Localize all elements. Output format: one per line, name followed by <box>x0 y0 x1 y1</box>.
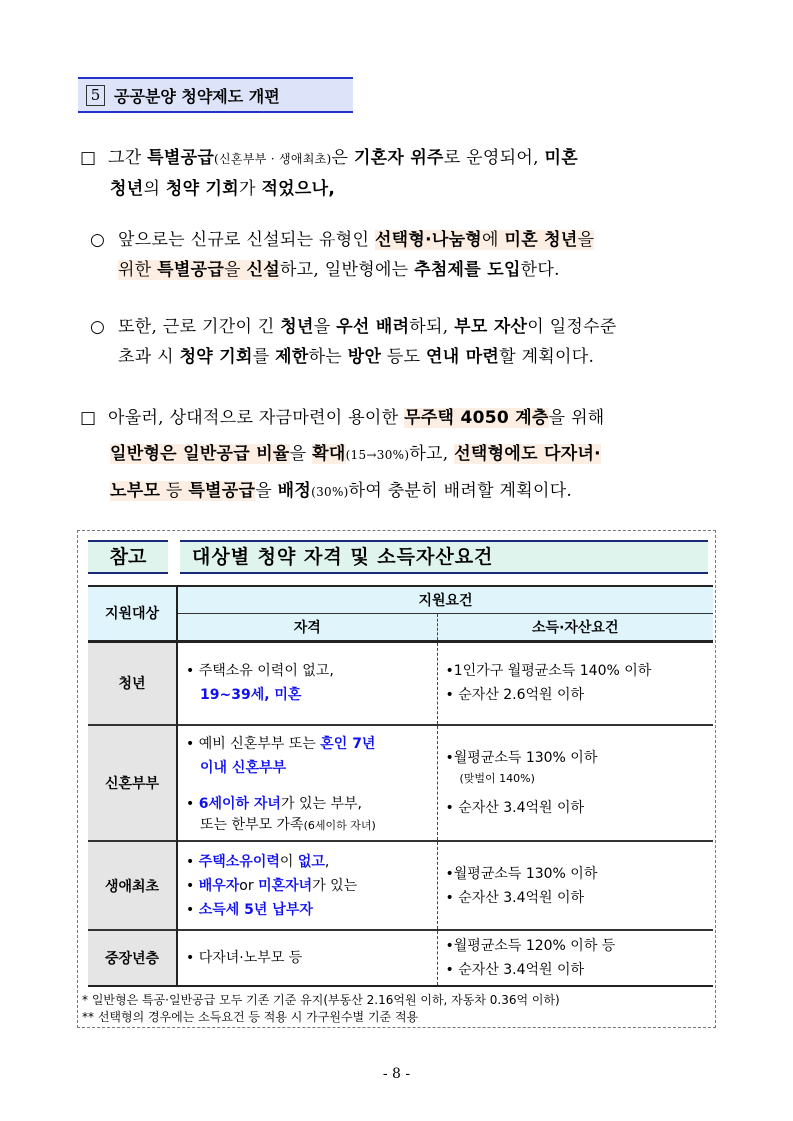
text: 순자산 3.4억원 이하 <box>458 962 585 978</box>
paragraph-line <box>80 174 720 204</box>
table-row-youth <box>88 641 713 725</box>
text: 은 <box>331 148 354 168</box>
text: 이 <box>279 853 298 870</box>
income-item: •월평균소득 120% 이하 등 <box>445 938 616 954</box>
text: 가 있는 <box>312 877 358 894</box>
text: (신혼부부 · 생애최초) <box>214 152 332 166</box>
emphasis-text: 우선 배려 <box>336 317 410 337</box>
text: 하여 충분히 배려할 계획이다. <box>348 481 573 501</box>
eligibility-item: • 6세이하 자녀가 있는 부부, <box>186 795 362 812</box>
highlight-text: 미혼자녀 <box>258 877 313 894</box>
text: 초과 시 <box>118 347 180 367</box>
income-item: •월평균소득 130% 이하 <box>445 865 598 882</box>
row-label: 청년 <box>88 641 177 725</box>
emphasis-text: 미혼 <box>544 148 578 168</box>
emphasis-text: 청년 <box>110 179 144 199</box>
text: 의 <box>143 179 166 199</box>
emphasis-text: 연내 마련 <box>426 347 500 367</box>
emphasis-text: 적었으나, <box>261 179 336 199</box>
highlight-text: 혼인 7년 <box>320 735 376 752</box>
text: 을 <box>289 444 313 464</box>
asset-item: • 순자산 2.6억원 이하 <box>445 687 585 704</box>
emphasis-text: 특별공급 <box>147 148 215 168</box>
text: 를 <box>252 347 276 367</box>
highlight-text: 주택소유이력 <box>198 853 280 870</box>
paragraph-3 <box>90 312 720 372</box>
reference-label: 참고 <box>88 540 168 574</box>
asset-item: • 순자산 3.4억원 이하 <box>445 800 585 816</box>
eligibility-item: • 다자녀·노부모 등 <box>186 950 303 966</box>
paragraph-line <box>80 439 720 470</box>
text: 월평균소득 120% 이하 등 <box>453 938 616 954</box>
footnote-2: ** 선택형의 경우에는 소득요건 등 적용 시 가구원수별 기준 적용 <box>82 1010 419 1024</box>
reference-title: 대상별 청약 자격 및 소득자산요건 <box>180 540 708 574</box>
asset-item: • 순자산 3.4억원 이하 <box>445 889 585 906</box>
highlight-text: 소득세 5년 납부자 <box>198 901 313 918</box>
income-item: •1인가구 월평균소득 140% 이하 <box>445 663 652 680</box>
paragraph-line <box>80 403 720 433</box>
emphasis-text: 청약 기회 <box>179 347 253 367</box>
circle-bullet-icon: ○ <box>90 230 106 250</box>
header-eligibility: 자격 <box>177 613 437 641</box>
text: 등 <box>160 481 189 501</box>
text: 가 <box>239 179 262 199</box>
circle-bullet-icon: ○ <box>90 317 106 337</box>
income-item: •월평균소득 130% 이하 <box>445 750 598 766</box>
eligibility-item: • 소득세 5년 납부자 <box>186 901 313 918</box>
table-row-first-time <box>88 841 713 930</box>
emphasis-text: 특별공급 <box>188 481 256 501</box>
text: 하는 <box>308 347 348 367</box>
text: 에 <box>482 230 505 250</box>
emphasis-text: 청약 기회 <box>165 179 239 199</box>
text: (15→30%) <box>345 448 410 462</box>
text: 을 <box>313 317 337 337</box>
emphasis-text: 배정 <box>277 481 312 501</box>
highlight-text: 6세이하 자녀 <box>198 795 281 812</box>
emphasis-text: 특별공급 <box>157 260 225 280</box>
text: , <box>324 853 330 870</box>
text: 가 있는 부부, <box>280 795 362 812</box>
text: 등도 <box>381 347 427 367</box>
text: 하되, <box>409 317 455 337</box>
header-target: 지원대상 <box>88 586 177 641</box>
emphasis-text: 제한 <box>275 347 309 367</box>
text: 한다. <box>520 260 560 280</box>
header-income-assets: 소득·자산요건 <box>437 613 713 641</box>
section-title: 공공분양 청약제도 개편 <box>114 86 280 106</box>
text: 순자산 3.4억원 이하 <box>458 889 585 906</box>
paragraph-line <box>90 312 720 342</box>
table-row-newlywed <box>88 725 713 841</box>
eligibility-item: • 주택소유이력이 없고, <box>186 853 330 870</box>
text: 1인가구 월평균소득 140% 이하 <box>453 663 652 680</box>
emphasis-text: 선택형에도 다자녀· <box>454 444 601 464</box>
highlight-text: 없고 <box>297 853 325 870</box>
text: 하고, <box>409 444 455 464</box>
income-note: (맞벌이 140%) <box>459 772 535 785</box>
checkbox-bullet-icon: □ <box>80 408 97 428</box>
text: 주택소유 이력이 없고, <box>198 663 334 680</box>
text: 을 <box>255 481 278 501</box>
emphasis-text: 노부모 <box>110 481 161 501</box>
paragraph-line <box>80 143 720 174</box>
row-label: 생애최초 <box>88 841 177 930</box>
emphasis-text: 일반형은 일반공급 비율 <box>110 444 290 464</box>
eligibility-table <box>88 585 713 987</box>
text: 예비 신혼부부 또는 <box>198 735 321 752</box>
emphasis-text: 미혼 청년 <box>504 230 578 250</box>
text: 을 위해 <box>548 408 605 428</box>
emphasis-text: 무주택 4050 계층 <box>404 408 549 428</box>
emphasis-text: 추첨제를 도입 <box>414 260 521 280</box>
row-label: 신혼부부 <box>88 725 177 841</box>
text: 할 계획이다. <box>499 347 595 367</box>
highlight-text: 이내 신혼부부 <box>200 759 287 776</box>
emphasis-text: 청년 <box>280 317 314 337</box>
text: 또한, 근로 기간이 긴 <box>118 317 281 337</box>
text: 아울러, 상대적으로 자금마련이 용이한 <box>108 408 405 428</box>
text: 월평균소득 130% 이하 <box>453 865 598 882</box>
section-number: 5 <box>86 85 105 106</box>
section-header <box>78 77 353 113</box>
text: 로 운영되어, <box>443 148 545 168</box>
paragraph-line <box>90 342 720 372</box>
text: 또는 한부모 가족 <box>200 816 304 833</box>
table-row-middle-aged <box>88 930 713 986</box>
paragraph-4 <box>80 403 720 507</box>
emphasis-text: 선택형·나눔형 <box>374 230 483 250</box>
emphasis-text: 부모 자산 <box>454 317 528 337</box>
eligibility-item: • 예비 신혼부부 또는 혼인 7년 <box>186 735 376 752</box>
eligibility-item: • 배우자or 미혼자녀가 있는 <box>186 877 358 894</box>
emphasis-text: 확대 <box>312 444 346 464</box>
text: 월평균소득 130% 이하 <box>453 750 598 766</box>
header-requirements: 지원요건 <box>177 586 713 613</box>
paragraph-line <box>90 225 720 255</box>
emphasis-text: 신설 <box>246 260 280 280</box>
emphasis-text: 기혼자 위주 <box>353 148 444 168</box>
highlight-text: 19~39세, 미혼 <box>200 687 302 704</box>
text: 위한 <box>118 260 158 280</box>
text: 하고, 일반형에는 <box>279 260 415 280</box>
text: 을 <box>224 260 247 280</box>
text: 다자녀·노부모 등 <box>198 950 303 966</box>
text: or <box>239 877 259 894</box>
text: (30%) <box>311 485 349 499</box>
checkbox-bullet-icon: □ <box>80 148 97 168</box>
text: 순자산 2.6억원 이하 <box>458 687 585 704</box>
paragraph-line <box>90 255 720 285</box>
asset-item: • 순자산 3.4억원 이하 <box>445 962 585 978</box>
paragraph-2 <box>90 225 720 285</box>
row-label: 중장년층 <box>88 930 177 986</box>
text: 그간 <box>108 148 148 168</box>
page-number: - 8 - <box>382 1066 411 1082</box>
paragraph-line <box>80 476 720 507</box>
text: 을 <box>577 230 595 250</box>
text: 앞으로는 신규로 신설되는 유형인 <box>118 230 375 250</box>
text: 이 일정수준 <box>527 317 617 337</box>
text: (6세이하 자녀) <box>303 818 376 832</box>
text: 순자산 3.4억원 이하 <box>458 800 585 816</box>
emphasis-text: 방안 <box>347 347 382 367</box>
footnote-1: * 일반형은 특공·일반공급 모두 기존 기준 유지(부동산 2.16억원 이하, 자동차 0.36억 이하) <box>82 993 560 1007</box>
highlight-text: 배우자 <box>198 877 240 894</box>
eligibility-item: • 주택소유 이력이 없고, <box>186 663 334 680</box>
paragraph-1 <box>80 143 720 204</box>
